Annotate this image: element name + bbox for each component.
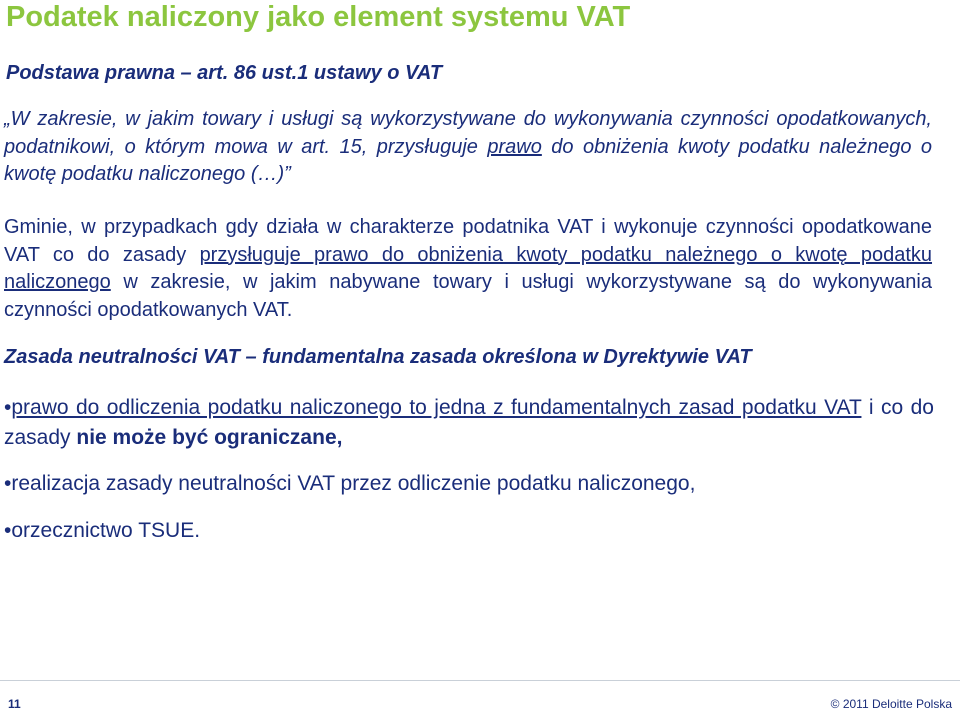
statute-quote xyxy=(4,106,932,189)
bullet-icon: • xyxy=(4,519,12,542)
legal-basis-heading: Podstawa prawna – art. 86 ust.1 ustawy o VAT xyxy=(6,62,443,84)
bullet-bold-text: nie może być ograniczane, xyxy=(76,426,343,449)
bullet-text: realizacja zasady neutralności VAT przez odliczenie podatku naliczonego, xyxy=(11,472,696,495)
quote-text-after: do obniżenia kwoty podatku należnego o kwotę podatku naliczonego (…)” xyxy=(4,135,932,185)
gmina-paragraph xyxy=(4,214,932,324)
gmina-text-after: w zakresie, w jakim nabywane towary i usługi wykorzystywane są do wykonywania czynności opodatkowanych VAT. xyxy=(4,271,932,321)
bullet-text: i co do zasady xyxy=(4,396,934,449)
bullet-underlined-text: prawo do odliczenia podatku naliczonego to jedna z fundamentalnych zasad podatku VAT xyxy=(11,396,862,419)
bullet-item-neutrality xyxy=(4,469,934,499)
page-number: 11 xyxy=(8,697,21,711)
slide-title: Podatek naliczony jako element systemu VAT xyxy=(6,1,631,33)
gmina-underlined-text: przysługuje prawo do obniżenia kwoty podatku należnego o kwotę podatku naliczonego xyxy=(4,243,933,293)
quote-text: „W zakresie, w jakim towary i usługi są wykorzystywane do wykonywania czynności opodatkowanych, podatnikowi, o którym mowa w art. 15, przysługuje xyxy=(4,108,932,158)
bullet-item-case-law xyxy=(4,516,934,546)
bullet-icon: • xyxy=(4,472,12,495)
quote-underlined-text: prawo xyxy=(487,135,542,158)
neutrality-subheading: Zasada neutralności VAT – fundamentalna zasada określona w Dyrektywie VAT xyxy=(4,346,752,368)
bullet-icon: • xyxy=(4,396,12,419)
bullet-item-deduction-right xyxy=(4,393,934,453)
gmina-text: Gminie, w przypadkach gdy działa w charakterze podatnika VAT i wykonuje czynności opodatkowane VAT co do zasady xyxy=(4,216,932,266)
bullet-text: orzecznictwo TSUE. xyxy=(11,519,201,542)
copyright-notice: © 2011 Deloitte Polska xyxy=(830,697,952,711)
footer-divider xyxy=(0,680,960,681)
